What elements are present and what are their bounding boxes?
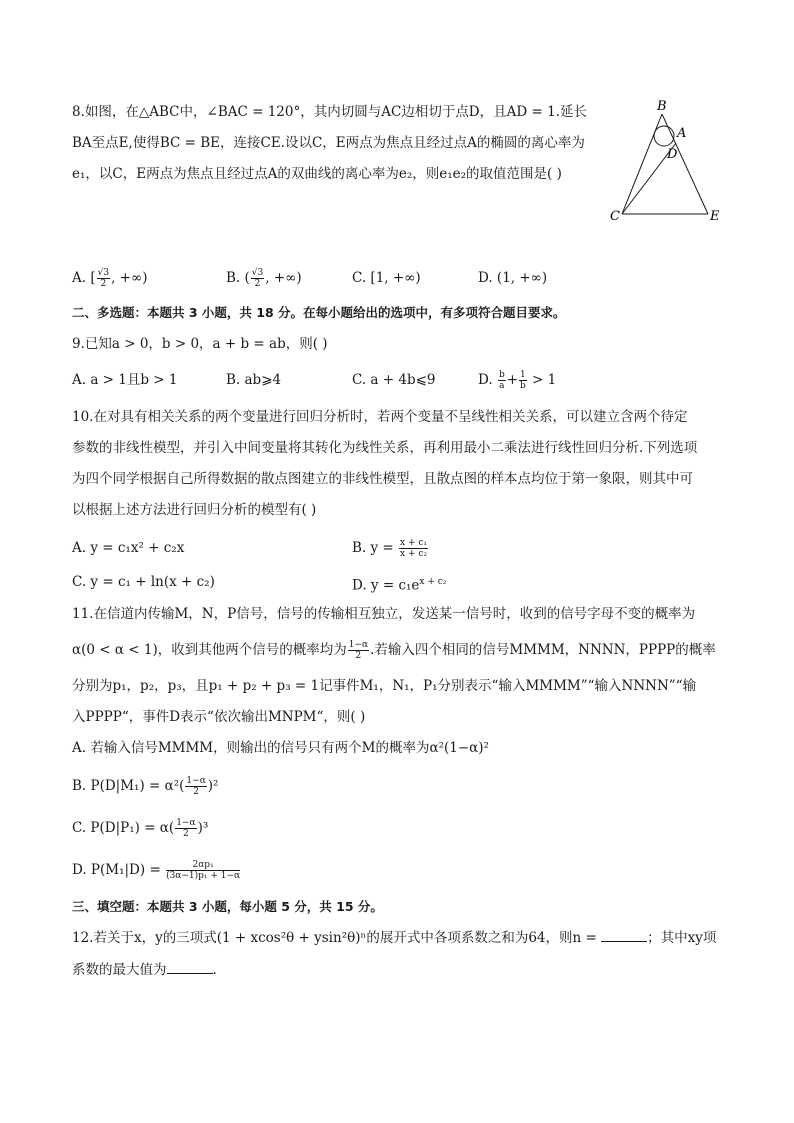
q12-answer-blank-2[interactable] — [167, 961, 213, 974]
q11-line-4: 入PPPP“，事件D表示“依次输出MNPM“，则( ) — [72, 709, 366, 725]
q10-option-d-prefix: D. y = c₁e — [352, 577, 420, 594]
q9-option-d-f2-denominator: b — [520, 381, 526, 391]
q9-option-b: B. ab⩾4 — [226, 372, 282, 388]
q8-option-a-denominator: 2 — [100, 279, 107, 289]
q8-option-b-fraction — [251, 268, 264, 289]
q11-line-2-prefix: α(0 < α < 1)，收到其他两个信号的概率均为 — [72, 642, 347, 658]
q8-option-a-suffix: , +∞) — [111, 270, 148, 286]
q10-option-c: C. y = c₁ + ln(x + c₂) — [72, 574, 215, 590]
q8-line-3: e₁，以C，E两点为焦点且经过点A的双曲线的离心率为e₂，则e₁e₂的取值范围是( ) — [72, 166, 562, 182]
q11-line-2-suffix: .若输入四个相同的信号MMMM，NNNN，PPPP的概率 — [370, 642, 716, 658]
q9-stem: 9.已知a > 0，b > 0，a + b = ab，则( ) — [72, 336, 328, 352]
q11-option-c-suffix: )³ — [197, 820, 209, 836]
q8-option-d: D. (1, +∞) — [478, 270, 548, 286]
section-3-heading: 三、填空题：本题共 3 小题，每小题 5 分，共 15 分。 — [72, 899, 383, 914]
q8-triangle-figure — [600, 96, 730, 232]
incircle — [654, 126, 674, 146]
q11-option-d-fraction — [166, 860, 240, 881]
q11-option-c-prefix: C. P(D|P₁) = α( — [72, 820, 175, 836]
q11-line-1: 11.在信道内传输M，N，P信号，信号的传输相互独立，发送某一信号时，收到的信号字母不变的概率为 — [72, 606, 696, 622]
q9-option-d-f1-denominator: a — [499, 381, 505, 391]
q8-option-a-fraction — [97, 268, 110, 289]
q12-answer-blank-1[interactable] — [601, 929, 647, 942]
q8-option-b-suffix: , +∞) — [265, 270, 302, 286]
q8-option-b-prefix: B. ( — [226, 270, 250, 286]
q9-option-d-fraction-2 — [519, 370, 527, 391]
q8-option-b — [226, 268, 302, 289]
q9-option-c: C. a + 4b⩽9 — [352, 372, 436, 388]
label-c: C — [610, 209, 620, 224]
q10-option-b-prefix: B. y = — [352, 540, 394, 556]
q11-option-c-numerator: 1−α — [176, 818, 196, 828]
q8-option-b-numerator: √3 — [251, 268, 264, 278]
segment-bc — [622, 114, 662, 214]
q11-option-b-numerator: 1−α — [186, 776, 206, 786]
q10-option-d — [352, 572, 446, 596]
q10-line-2: 参数的非线性模型，并引入中间变量将其转化为线性关系，再利用最小二乘法进行线性回归分析.下列选项 — [72, 440, 698, 456]
label-b: B — [657, 99, 667, 114]
q10-line-1: 10.在对具有相关关系的两个变量进行回归分析时，若两个变量不呈线性相关关系，可以建立含两个待定 — [72, 409, 688, 425]
q11-option-d-prefix: D. P(M₁|D) = — [72, 862, 161, 878]
q8-option-a-numerator: √3 — [97, 268, 110, 278]
q9-option-d — [478, 370, 556, 391]
q9-option-d-fraction-1 — [498, 370, 506, 391]
q12-line-2-suffix: . — [212, 962, 217, 978]
q11-line-2-numerator: 1−α — [348, 640, 369, 650]
q8-option-c: C. [1, +∞) — [352, 270, 421, 286]
q9-option-d-prefix: D. — [478, 372, 493, 388]
q10-option-b-fraction — [399, 538, 428, 559]
q10-option-b-denominator: x + c₂ — [400, 549, 428, 559]
q8-option-b-denominator: 2 — [254, 279, 261, 289]
label-d: D — [667, 147, 678, 162]
q10-option-a: A. y = c₁x² + c₂x — [72, 540, 185, 556]
section-2-heading: 二、多选题：本题共 3 小题，共 18 分。在每小题给出的选项中，有多项符合题目要求。 — [72, 305, 566, 320]
q11-line-3: 分别为p₁，p₂，p₃，且p₁ + p₂ + p₃ = 1记事件M₁，N₁，P₁分别表示“输入MMMM”“输入NNNN”“输 — [72, 678, 697, 694]
q10-option-b-numerator: x + c₁ — [400, 538, 428, 548]
label-e: E — [710, 209, 720, 224]
q10-option-d-exponent: x + c₂ — [419, 577, 447, 587]
q9-option-d-suffix: > 1 — [532, 372, 557, 388]
q11-option-b-denominator: 2 — [193, 787, 199, 797]
q11-option-b — [72, 776, 218, 797]
q9-option-d-f1-numerator: b — [498, 370, 505, 380]
q11-option-d — [72, 860, 241, 881]
q9-option-d-plus: + — [506, 372, 519, 388]
q9-option-d-f2-numerator: 1 — [520, 370, 526, 380]
q12-line-1-suffix: ；其中xy项 — [647, 930, 717, 946]
q12-line-2 — [72, 960, 217, 980]
q12-line-1-prefix: 12.若关于x，y的三项式(1 + xcos²θ + ysin²θ)ⁿ的展开式中各项系数之和为64，则n = — [72, 930, 597, 946]
q11-option-c — [72, 818, 208, 839]
q11-option-b-prefix: B. P(D|M₁) = α²( — [72, 778, 185, 794]
q11-option-a: A. 若输入信号MMMM，则输出的信号只有两个M的概率为α²(1−α)² — [72, 740, 489, 756]
q8-option-a — [72, 268, 148, 289]
q11-option-d-numerator: 2αp₁ — [166, 860, 240, 871]
q11-option-d-denominator: (3α−1)p₁ + 1−α — [166, 871, 241, 881]
q8-line-1: 8.如图，在△ABC中，∠BAC = 120°，其内切圆与AC边相切于点D，且AD = 1.延长 — [72, 104, 587, 120]
q10-option-b — [352, 538, 429, 559]
q12-line-2-prefix: 系数的最大值为 — [72, 962, 167, 978]
q8-line-2: BA至点E,使得BC = BE，连接CE.设以C，E两点为焦点且经过点A的椭圆的离心率为 — [72, 135, 585, 151]
q11-option-c-denominator: 2 — [183, 829, 189, 839]
q10-line-4: 以根据上述方法进行回归分析的模型有( ) — [72, 502, 317, 518]
q11-option-b-suffix: )² — [207, 778, 219, 794]
q11-option-b-fraction — [185, 776, 206, 797]
q8-option-a-prefix: A. [ — [72, 270, 96, 286]
q12-line-1 — [72, 928, 716, 948]
q9-option-a: A. a > 1且b > 1 — [72, 372, 178, 388]
label-a: A — [677, 126, 687, 141]
q11-line-2-denominator: 2 — [355, 651, 362, 661]
q11-line-2 — [72, 640, 716, 661]
q11-option-c-fraction — [175, 818, 196, 839]
q10-line-3: 为四个同学根据自己所得数据的散点图建立的非线性模型，且散点图的样本点均位于第一象限，则其中可 — [72, 471, 693, 487]
q11-line-2-fraction — [348, 640, 369, 661]
